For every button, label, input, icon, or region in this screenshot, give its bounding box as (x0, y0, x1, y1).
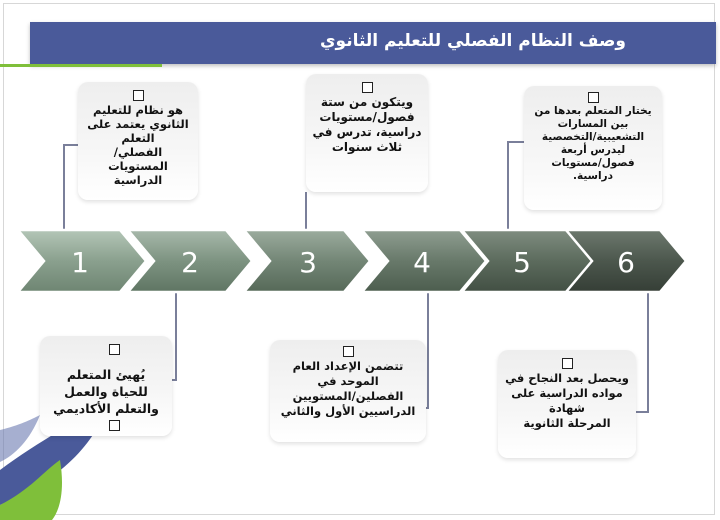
checkbox-icon (588, 92, 599, 103)
step-number-4: 4 (413, 246, 431, 279)
step-text-4: تتضمن الإعداد العام الموحد في الفصلين/المستويين الدراسيين الأول والثاني (280, 359, 416, 418)
checkbox-icon (343, 346, 354, 357)
connector-4 (426, 290, 428, 408)
checkbox-icon (133, 90, 144, 101)
checkbox-icon (109, 420, 120, 431)
step-number-3: 3 (299, 246, 317, 279)
step-card-6 (498, 350, 636, 458)
connector-2 (172, 290, 176, 380)
checkbox-icon (562, 358, 573, 369)
step-card-4 (270, 340, 426, 442)
connector-5 (508, 142, 524, 232)
step-text-2: يُهيئ المتعلم للحياة والعمل والتعلم الأكاديمي (53, 367, 159, 416)
step-number-1: 1 (71, 246, 89, 279)
step-card-5 (524, 86, 662, 210)
step-text-5: يختار المتعلم بعدها من بين المسارات التشعيبية/التخصصية ليدرس أربعة فصول/مستويات دراسية. (534, 105, 652, 182)
step-card-1 (78, 82, 198, 200)
checkbox-icon (109, 344, 120, 355)
connector-1 (64, 145, 78, 232)
step-text-1: هو نظام للتعليم الثانوي يعتمد على التعلم الفصلي/المستويات الدراسية (87, 103, 189, 187)
step-number-2: 2 (181, 246, 199, 279)
step-card-3 (306, 74, 428, 192)
step-card-2 (40, 336, 172, 436)
step-number-5: 5 (513, 246, 531, 279)
page-title: وصف النظام الفصلي للتعليم الثانوي (319, 31, 626, 51)
connector-6 (636, 290, 648, 412)
step-number-6: 6 (617, 246, 635, 279)
step-text-6: ويحصل بعد النجاح في مواده الدراسية على شهادة المرحلة الثانوية (505, 371, 629, 430)
step-text-3: ويتكون من ستة فصول/مستويات دراسية، تدرس في ثلاث سنوات (312, 95, 422, 154)
checkbox-icon (362, 82, 373, 93)
